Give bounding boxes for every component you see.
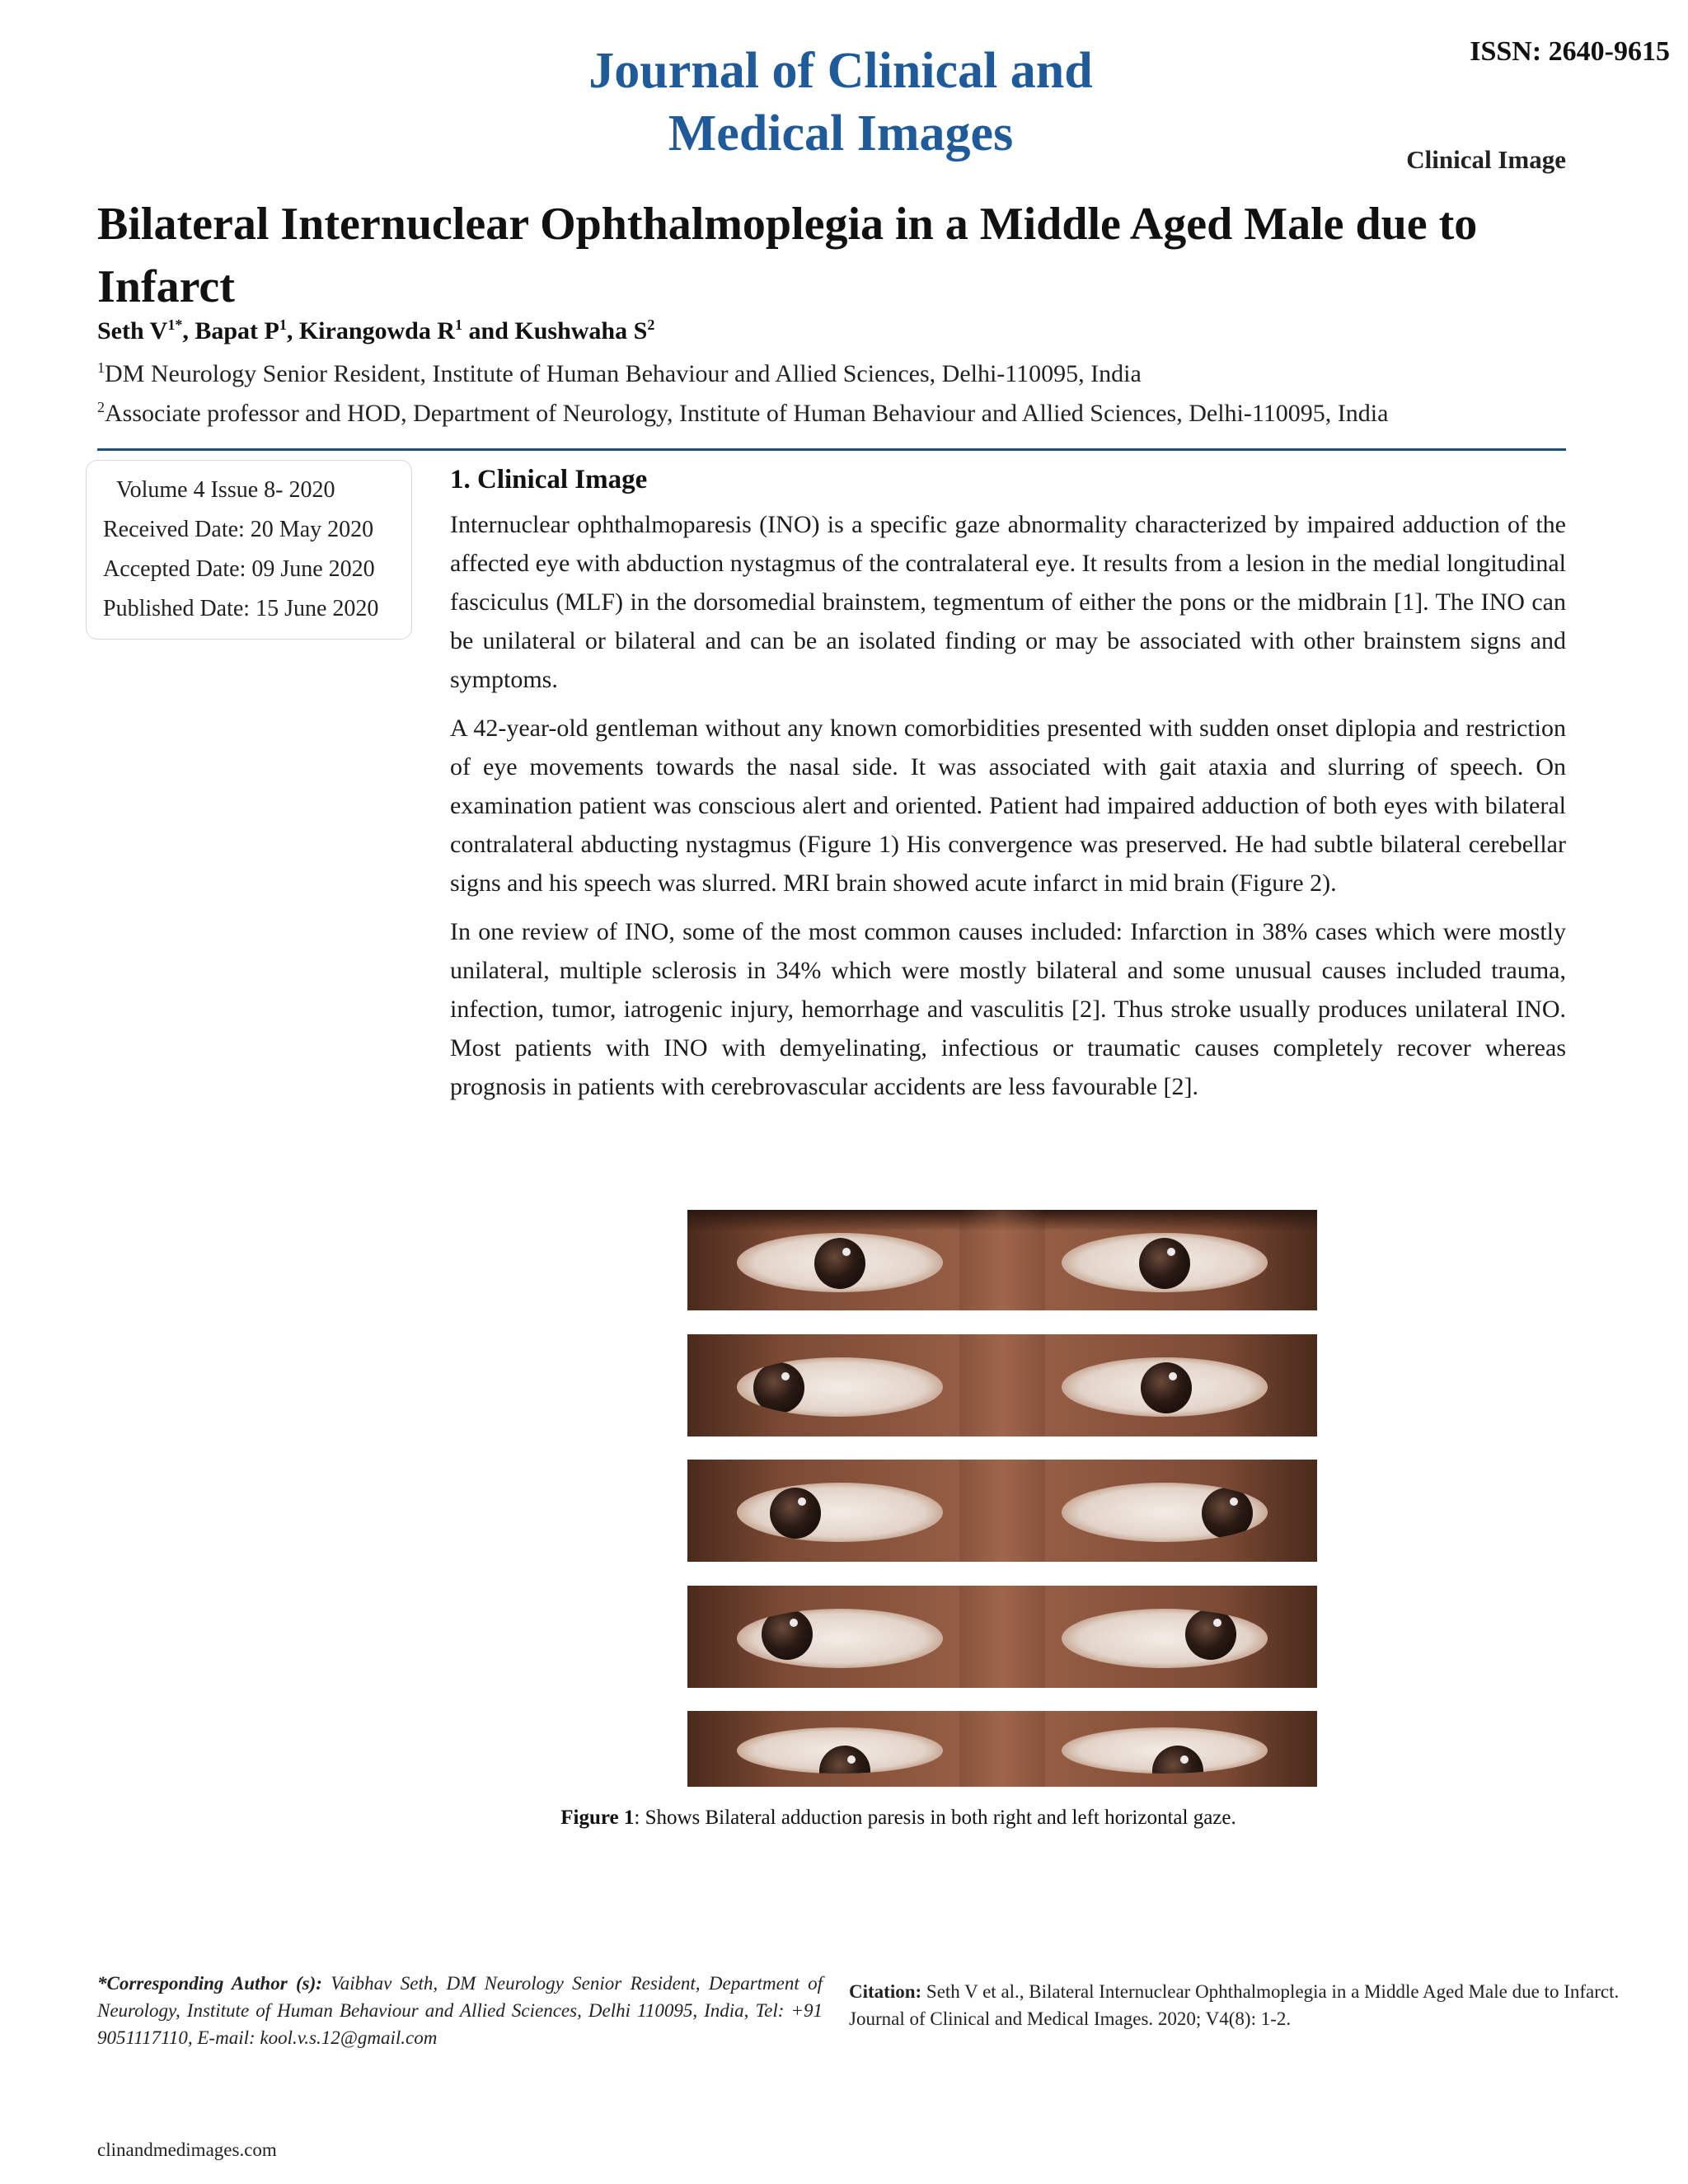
author-name: Kushwaha S	[514, 317, 648, 344]
affiliation-mark: 1	[97, 359, 105, 376]
left-eye	[1062, 1727, 1268, 1774]
body-paragraph: Internuclear ophthalmoparesis (INO) is a specific gaze abnormality characterized by impaired adduction of the affected eye with abduction nystagmus of the contralateral eye. It results from a lesion in the medial longitudinal fasciculus (MLF) in the dorsomedial brainstem, tegmentum of either the pons or the midbrain [1]. The INO can be unilateral or bilateral and can be an isolated finding or may be associated with other brainstem signs and symptoms.	[450, 511, 1566, 693]
left-eye	[1062, 1609, 1268, 1668]
website: clinandmedimages.com	[97, 2139, 277, 2160]
author-affiliation-mark: 1	[279, 316, 287, 333]
corresponding-author-text: Vaibhav Seth, DM Neurology Senior Resident, Department of Neurology, Institute of Human Behaviour and Allied Sciences, Delhi 110095, India, Tel: +91 9051117110, E-mail: kool.v.s.12@gmail.com	[97, 1973, 823, 2048]
citation-text: Seth V et al., Bilateral Internuclear Ophthalmoplegia in a Middle Aged Male due to Infarct. Journal of Clinical and Medical Images. 2020; V4(8): 1-2.	[849, 1981, 1620, 2029]
article-type: Clinical Image	[1406, 145, 1566, 174]
author-affiliation-mark: 2	[647, 316, 655, 333]
author-separator: ,	[286, 317, 299, 344]
citation	[849, 1978, 1657, 2032]
header-divider	[97, 448, 1566, 451]
corresponding-author-label: *Corresponding Author (s):	[97, 1973, 322, 1994]
right-eye	[737, 1233, 943, 1292]
author-affiliation-mark: 1	[455, 316, 463, 333]
section-heading: 1. Clinical Image	[450, 465, 648, 494]
author-separator: and	[462, 317, 515, 344]
journal-title	[462, 40, 1220, 165]
right-eye	[737, 1609, 943, 1668]
body-paragraph: In one review of INO, some of the most common causes included: Infarction in 38% cases which were mostly unilateral, multiple sclerosis in 34% which were mostly bilateral and some unusual causes included trauma, infection, tumor, iatrogenic injury, hemorrhage and vasculitis [2]. Thus stroke usually produces unilateral INO. Most patients with INO with demyelinating, infectious or traumatic causes completely recover whereas prognosis in patients with cerebrovascular accidents are less favourable [2].	[450, 918, 1566, 1100]
author-list	[97, 316, 654, 345]
affiliation-mark: 2	[97, 399, 105, 415]
eye-photo-right-gaze	[687, 1334, 1317, 1436]
published-date: Published Date: 15 June 2020	[103, 596, 379, 621]
figure-label: Figure 1	[560, 1807, 635, 1829]
left-eye	[1062, 1483, 1268, 1542]
corresponding-author	[97, 1970, 823, 2051]
right-eye	[737, 1727, 943, 1774]
right-eye	[737, 1483, 943, 1542]
right-eye	[737, 1357, 943, 1417]
body-paragraph: A 42-year-old gentleman without any known comorbidities presented with sudden onset diplopia and restriction of eye movements towards the nasal side. It was associated with gait ataxia and slurring of speech. On examination patient was conscious alert and oriented. Patient had impaired adduction of both eyes with bilateral contralateral abducting nystagmus (Figure 1) His convergence was preserved. He had subtle bilateral cerebellar signs and his speech was slurred. MRI brain showed acute infarct in mid brain (Figure 2).	[450, 715, 1566, 897]
author-name: Bapat P	[195, 317, 279, 344]
accepted-date: Accepted Date: 09 June 2020	[103, 556, 375, 582]
left-eye	[1062, 1357, 1268, 1417]
affiliation-2	[97, 399, 1388, 428]
received-date: Received Date: 20 May 2020	[103, 517, 374, 542]
article-body	[450, 465, 1566, 1116]
citation-label: Citation:	[849, 1981, 922, 2002]
eye-photo-upgaze	[687, 1586, 1317, 1688]
issn: ISSN: 2640-9615	[1470, 36, 1670, 67]
author-affiliation-mark: 1*	[167, 316, 183, 333]
author-name: Kirangowda R	[298, 317, 456, 344]
author-separator: ,	[182, 317, 195, 344]
author-name: Seth V	[97, 317, 168, 344]
journal-title-line-1: Journal of Clinical and	[588, 43, 1093, 99]
paper-title: Bilateral Internuclear Ophthalmoplegia in a Middle Aged Male due to Infarct	[97, 199, 1478, 312]
eye-photo-downgaze	[687, 1711, 1317, 1787]
figure-1-eye-photographs	[687, 1210, 1317, 1787]
affiliation-text: Associate professor and HOD, Department of Neurology, Institute of Human Behaviour and Allied Sciences, Delhi-110095, India	[105, 400, 1389, 427]
figure-caption	[462, 1807, 1335, 1830]
figure-caption-text: : Shows Bilateral adduction paresis in both right and left horizontal gaze.	[634, 1807, 1236, 1829]
affiliation-text: DM Neurology Senior Resident, Institute of Human Behaviour and Allied Sciences, Delhi-110095, India	[105, 360, 1142, 387]
eye-photo-primary-gaze	[687, 1210, 1317, 1310]
volume-issue: Volume 4 Issue 8- 2020	[116, 477, 335, 503]
article-info-box	[86, 460, 412, 640]
affiliation-1	[97, 359, 1142, 388]
journal-title-line-2: Medical Images	[668, 105, 1014, 162]
left-eye	[1062, 1233, 1268, 1292]
eye-photo-left-gaze	[687, 1460, 1317, 1562]
